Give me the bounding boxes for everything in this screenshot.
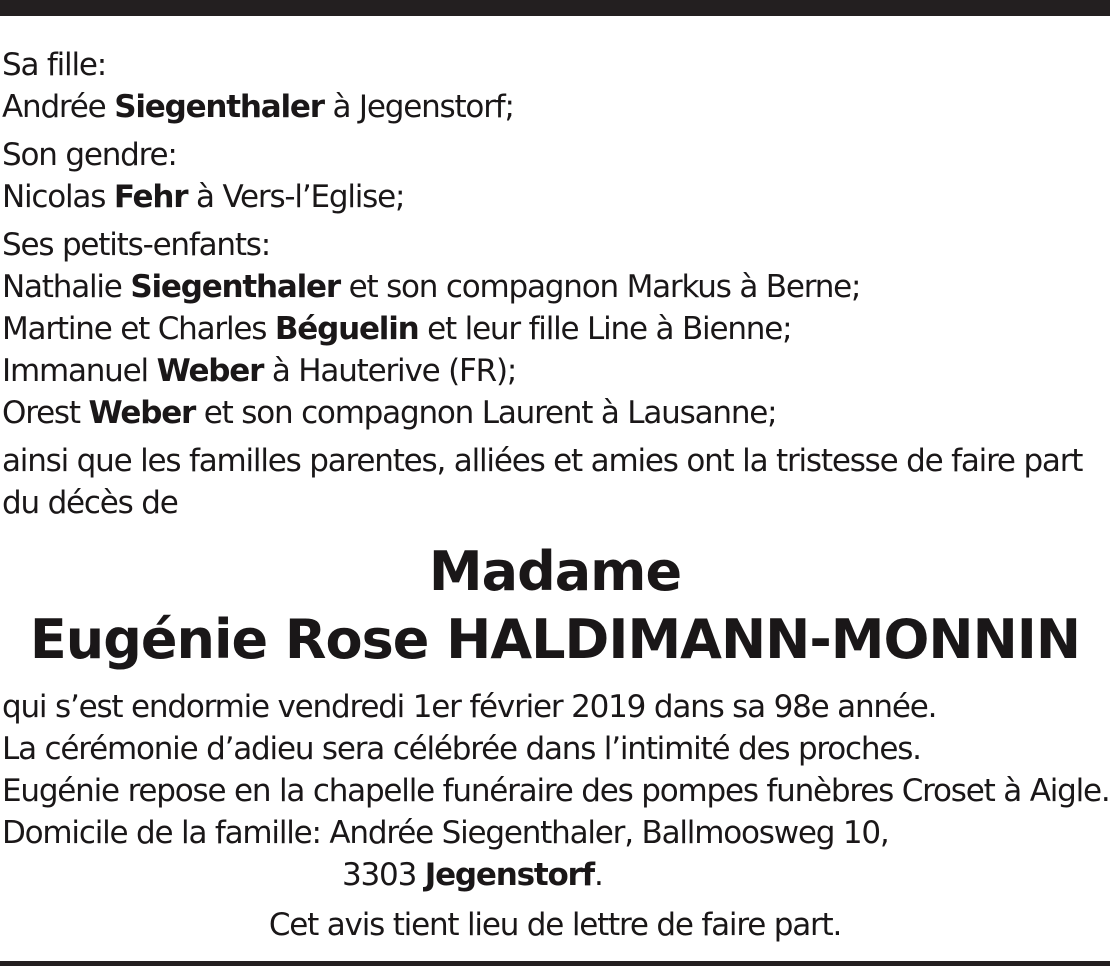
family-member-line	[2, 308, 1108, 350]
family-member-line	[2, 86, 1108, 128]
member-detail: et son compagnon Laurent à Lausanne;	[195, 395, 777, 431]
first-name: Andrée	[2, 89, 115, 125]
family-member-line	[2, 350, 1108, 392]
address-end: .	[593, 857, 603, 893]
daughter-heading: Sa fille:	[2, 47, 106, 83]
footer-note: Cet avis tient lieu de lettre de faire part.	[268, 907, 842, 943]
first-name: Immanuel	[2, 353, 157, 389]
family-member-line	[2, 266, 1108, 308]
surname: Béguelin	[274, 311, 419, 347]
rest-place-line: Eugénie repose en la chapelle funéraire des pompes funèbres Croset à Aigle.	[2, 773, 1110, 809]
surname: Weber	[156, 353, 264, 389]
address-city-line	[2, 854, 1108, 896]
daughter-section	[2, 44, 1108, 128]
surname: Siegenthaler	[114, 89, 324, 125]
announcement-line: ainsi que les familles parentes, alliées et amies ont la tristesse de faire part	[2, 443, 1083, 479]
son-in-law-heading: Son gendre:	[2, 137, 177, 173]
member-detail: à Jegenstorf;	[323, 89, 514, 125]
address-postcode: 3303	[342, 857, 425, 893]
first-name: Nicolas	[2, 179, 114, 215]
surname: Siegenthaler	[130, 269, 340, 305]
first-name: Martine et Charles	[2, 311, 275, 347]
member-detail: et son compagnon Markus à Berne;	[339, 269, 861, 305]
first-name: Orest	[2, 395, 89, 431]
son-in-law-section	[2, 134, 1108, 218]
obituary-notice	[2, 44, 1108, 946]
bottom-rule	[0, 961, 1110, 966]
top-rule	[0, 0, 1110, 16]
details	[2, 686, 1108, 896]
address-line: Domicile de la famille: Andrée Siegenthaler, Ballmoosweg 10,	[2, 815, 889, 851]
passing-line: qui s’est endormie vendredi 1er février 2019 dans sa 98e année.	[2, 689, 937, 725]
announcement	[2, 440, 1108, 524]
deceased-title: Madame	[428, 540, 682, 603]
member-detail: à Vers-l’Eglise;	[187, 179, 405, 215]
ceremony-line: La cérémonie d’adieu sera célébrée dans l’intimité des proches.	[2, 731, 921, 767]
announcement-line: du décès de	[2, 485, 178, 521]
family-member-line	[2, 392, 1108, 434]
member-detail: et leur fille Line à Bienne;	[418, 311, 792, 347]
grandchildren-section	[2, 224, 1108, 434]
member-detail: à Hauterive (FR);	[263, 353, 517, 389]
surname: Weber	[88, 395, 196, 431]
family-member-line	[2, 176, 1108, 218]
deceased-name: Eugénie Rose HALDIMANN-MONNIN	[29, 608, 1081, 671]
grandchildren-heading: Ses petits-enfants:	[2, 227, 270, 263]
deceased-name-block	[2, 538, 1108, 674]
first-name: Nathalie	[2, 269, 131, 305]
surname: Fehr	[113, 179, 188, 215]
address-city: Jegenstorf	[424, 857, 594, 893]
